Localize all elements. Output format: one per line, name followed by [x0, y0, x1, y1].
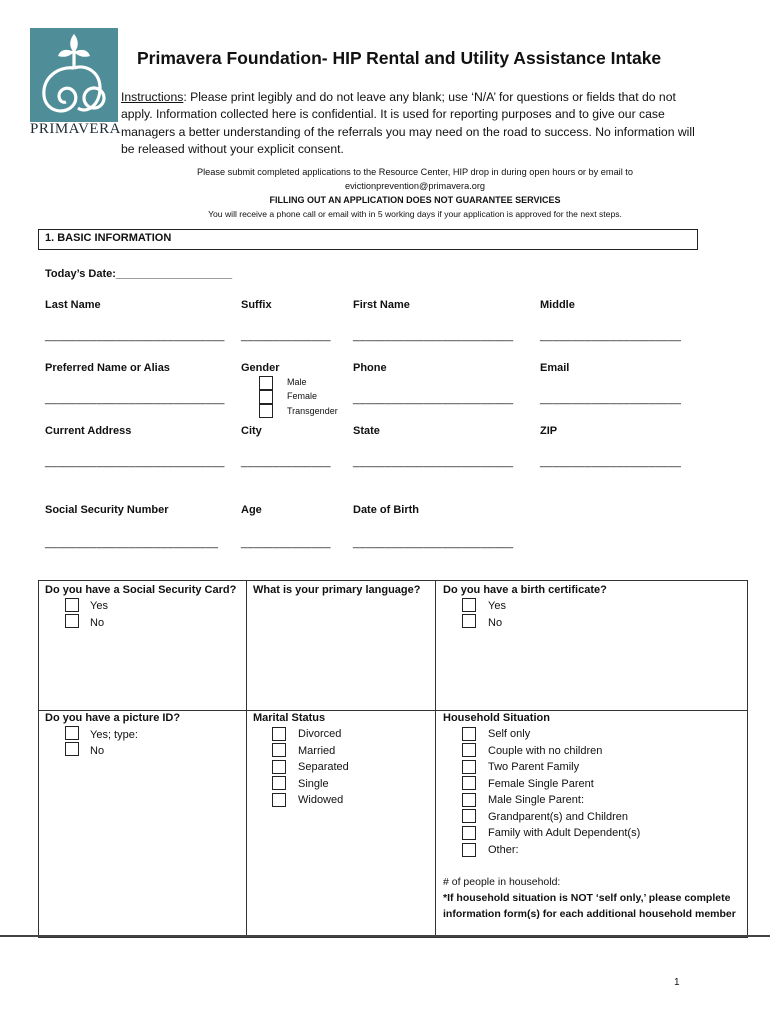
grid-divider	[38, 710, 747, 711]
gender-transgender-checkbox[interactable]	[259, 404, 273, 418]
preferred-name-line[interactable]: ____________________________	[45, 393, 225, 405]
flower-swirl-icon	[30, 28, 118, 122]
state-line[interactable]: _________________________	[353, 456, 514, 468]
ssn-label: Social Security Number	[45, 504, 169, 516]
middle-label: Middle	[540, 299, 575, 311]
household-option: Two Parent Family	[488, 761, 580, 773]
household-adult-dependent-checkbox[interactable]	[462, 826, 476, 840]
page-divider	[0, 935, 770, 937]
household-grandparent-checkbox[interactable]	[462, 809, 476, 823]
marital-married-checkbox[interactable]	[272, 743, 286, 757]
household-male-single-checkbox[interactable]	[462, 793, 476, 807]
picture-id-yes-checkbox[interactable]	[65, 726, 79, 740]
ss-card-no-checkbox[interactable]	[65, 614, 79, 628]
form-title: Primavera Foundation- HIP Rental and Utility Assistance Intake	[137, 48, 662, 68]
submit-email: evictionprevention@primavera.org	[344, 181, 486, 191]
ss-card-yes-checkbox[interactable]	[65, 598, 79, 612]
grid-divider	[246, 710, 247, 936]
primavera-logo	[30, 28, 118, 122]
ss-card-no-label: No	[90, 617, 105, 629]
birth-cert-question: Do you have a birth certificate?	[443, 584, 607, 596]
household-option: Couple with no children	[488, 745, 603, 757]
household-situation-label: Household Situation	[443, 712, 550, 724]
gender-option-transgender: Transgender	[287, 406, 338, 416]
middle-line[interactable]: ______________________	[540, 330, 682, 342]
grid-divider	[246, 580, 247, 710]
marital-divorced-checkbox[interactable]	[272, 727, 286, 741]
email-line[interactable]: ______________________	[540, 393, 682, 405]
gender-label: Gender	[241, 362, 280, 374]
logo-wordmark: PRIMAVERA	[30, 121, 121, 137]
dob-label: Date of Birth	[353, 504, 419, 516]
address-line[interactable]: ____________________________	[45, 456, 225, 468]
gender-option-male: Male	[287, 377, 307, 387]
household-option: Family with Adult Dependent(s)	[488, 827, 641, 839]
household-couple-checkbox[interactable]	[462, 743, 476, 757]
birth-cert-no-label: No	[488, 617, 503, 629]
household-other-checkbox[interactable]	[462, 843, 476, 857]
marital-divorced-label: Divorced	[298, 728, 342, 740]
zip-line[interactable]: ______________________	[540, 456, 682, 468]
marital-status-label: Marital Status	[253, 712, 326, 724]
picture-id-no-label: No	[90, 745, 105, 757]
picture-id-no-checkbox[interactable]	[65, 742, 79, 756]
marital-widowed-checkbox[interactable]	[272, 793, 286, 807]
gender-male-checkbox[interactable]	[259, 376, 273, 390]
marital-single-checkbox[interactable]	[272, 776, 286, 790]
marital-separated-checkbox[interactable]	[272, 760, 286, 774]
phone-line[interactable]: _________________________	[353, 393, 514, 405]
birth-cert-yes-label: Yes	[488, 600, 506, 612]
instructions-label: Instructions	[121, 90, 184, 104]
first-name-line[interactable]: _________________________	[353, 330, 514, 342]
ssn-line[interactable]: ___________________________	[45, 537, 219, 549]
section-basic-information: 1. BASIC INFORMATION	[45, 232, 172, 244]
city-label: City	[241, 425, 262, 437]
age-line[interactable]: ______________	[241, 537, 331, 549]
ss-card-yes-label: Yes	[90, 600, 108, 612]
people-in-household-field[interactable]: # of people in household:	[443, 876, 561, 888]
picture-id-question: Do you have a picture ID?	[45, 712, 181, 724]
page-number: 1	[674, 977, 680, 988]
current-address-label: Current Address	[45, 425, 132, 437]
gender-female-checkbox[interactable]	[259, 390, 273, 404]
last-name-line[interactable]: ____________________________	[45, 330, 225, 342]
age-label: Age	[241, 504, 262, 516]
birth-cert-no-checkbox[interactable]	[462, 614, 476, 628]
household-two-parent-checkbox[interactable]	[462, 760, 476, 774]
email-label: Email	[540, 362, 570, 374]
instructions-text: : Please print legibly and do not leave any blank; use ‘N/A’ for questions or fields that do not apply. Information collected here is confidential. It is used for reporting purposes and to give our case managers a better understanding of the referrals you may need on the road to success. No information will be released without your explicit consent.	[121, 90, 695, 156]
household-female-single-checkbox[interactable]	[462, 776, 476, 790]
preferred-name-label: Preferred Name or Alias	[45, 362, 170, 374]
marital-married-label: Married	[298, 745, 336, 757]
state-label: State	[353, 425, 380, 437]
submit-line-1: Please submit completed applications to the Resource Center, HIP drop in during open hours or by email to	[197, 167, 633, 177]
dob-line[interactable]: _________________________	[353, 537, 514, 549]
grid-divider	[435, 580, 436, 936]
guarantee-notice: FILLING OUT AN APPLICATION DOES NOT GUARANTEE SERVICES	[269, 195, 561, 205]
suffix-label: Suffix	[241, 299, 272, 311]
language-question: What is your primary language?	[253, 584, 421, 596]
household-option: Grandparent(s) and Children	[488, 811, 629, 823]
first-name-label: First Name	[353, 299, 410, 311]
birth-cert-yes-checkbox[interactable]	[462, 598, 476, 612]
phone-label: Phone	[353, 362, 387, 374]
suffix-line[interactable]: ______________	[241, 330, 331, 342]
marital-widowed-label: Widowed	[298, 794, 344, 806]
picture-id-yes-label: Yes; type:	[90, 729, 138, 741]
last-name-label: Last Name	[45, 299, 101, 311]
gender-option-female: Female	[287, 391, 318, 401]
household-self-only-checkbox[interactable]	[462, 727, 476, 741]
household-option: Female Single Parent	[488, 778, 594, 790]
household-option: Other:	[488, 844, 519, 856]
household-option: Male Single Parent:	[488, 794, 584, 806]
response-notice: You will receive a phone call or email with in 5 working days if your application is approved for the next steps.	[208, 209, 622, 219]
ss-card-question: Do you have a Social Security Card?	[45, 584, 237, 596]
instructions	[121, 89, 696, 158]
zip-label: ZIP	[540, 425, 558, 437]
household-option: Self only	[488, 728, 531, 740]
marital-single-label: Single	[298, 778, 329, 790]
marital-separated-label: Separated	[298, 761, 349, 773]
city-line[interactable]: ______________	[241, 456, 331, 468]
household-member-note: *If household situation is NOT ‘self only,’ please complete information form(s) for each additional household member	[443, 892, 736, 920]
todays-date-field[interactable]: Today’s Date:___________________	[45, 268, 233, 280]
